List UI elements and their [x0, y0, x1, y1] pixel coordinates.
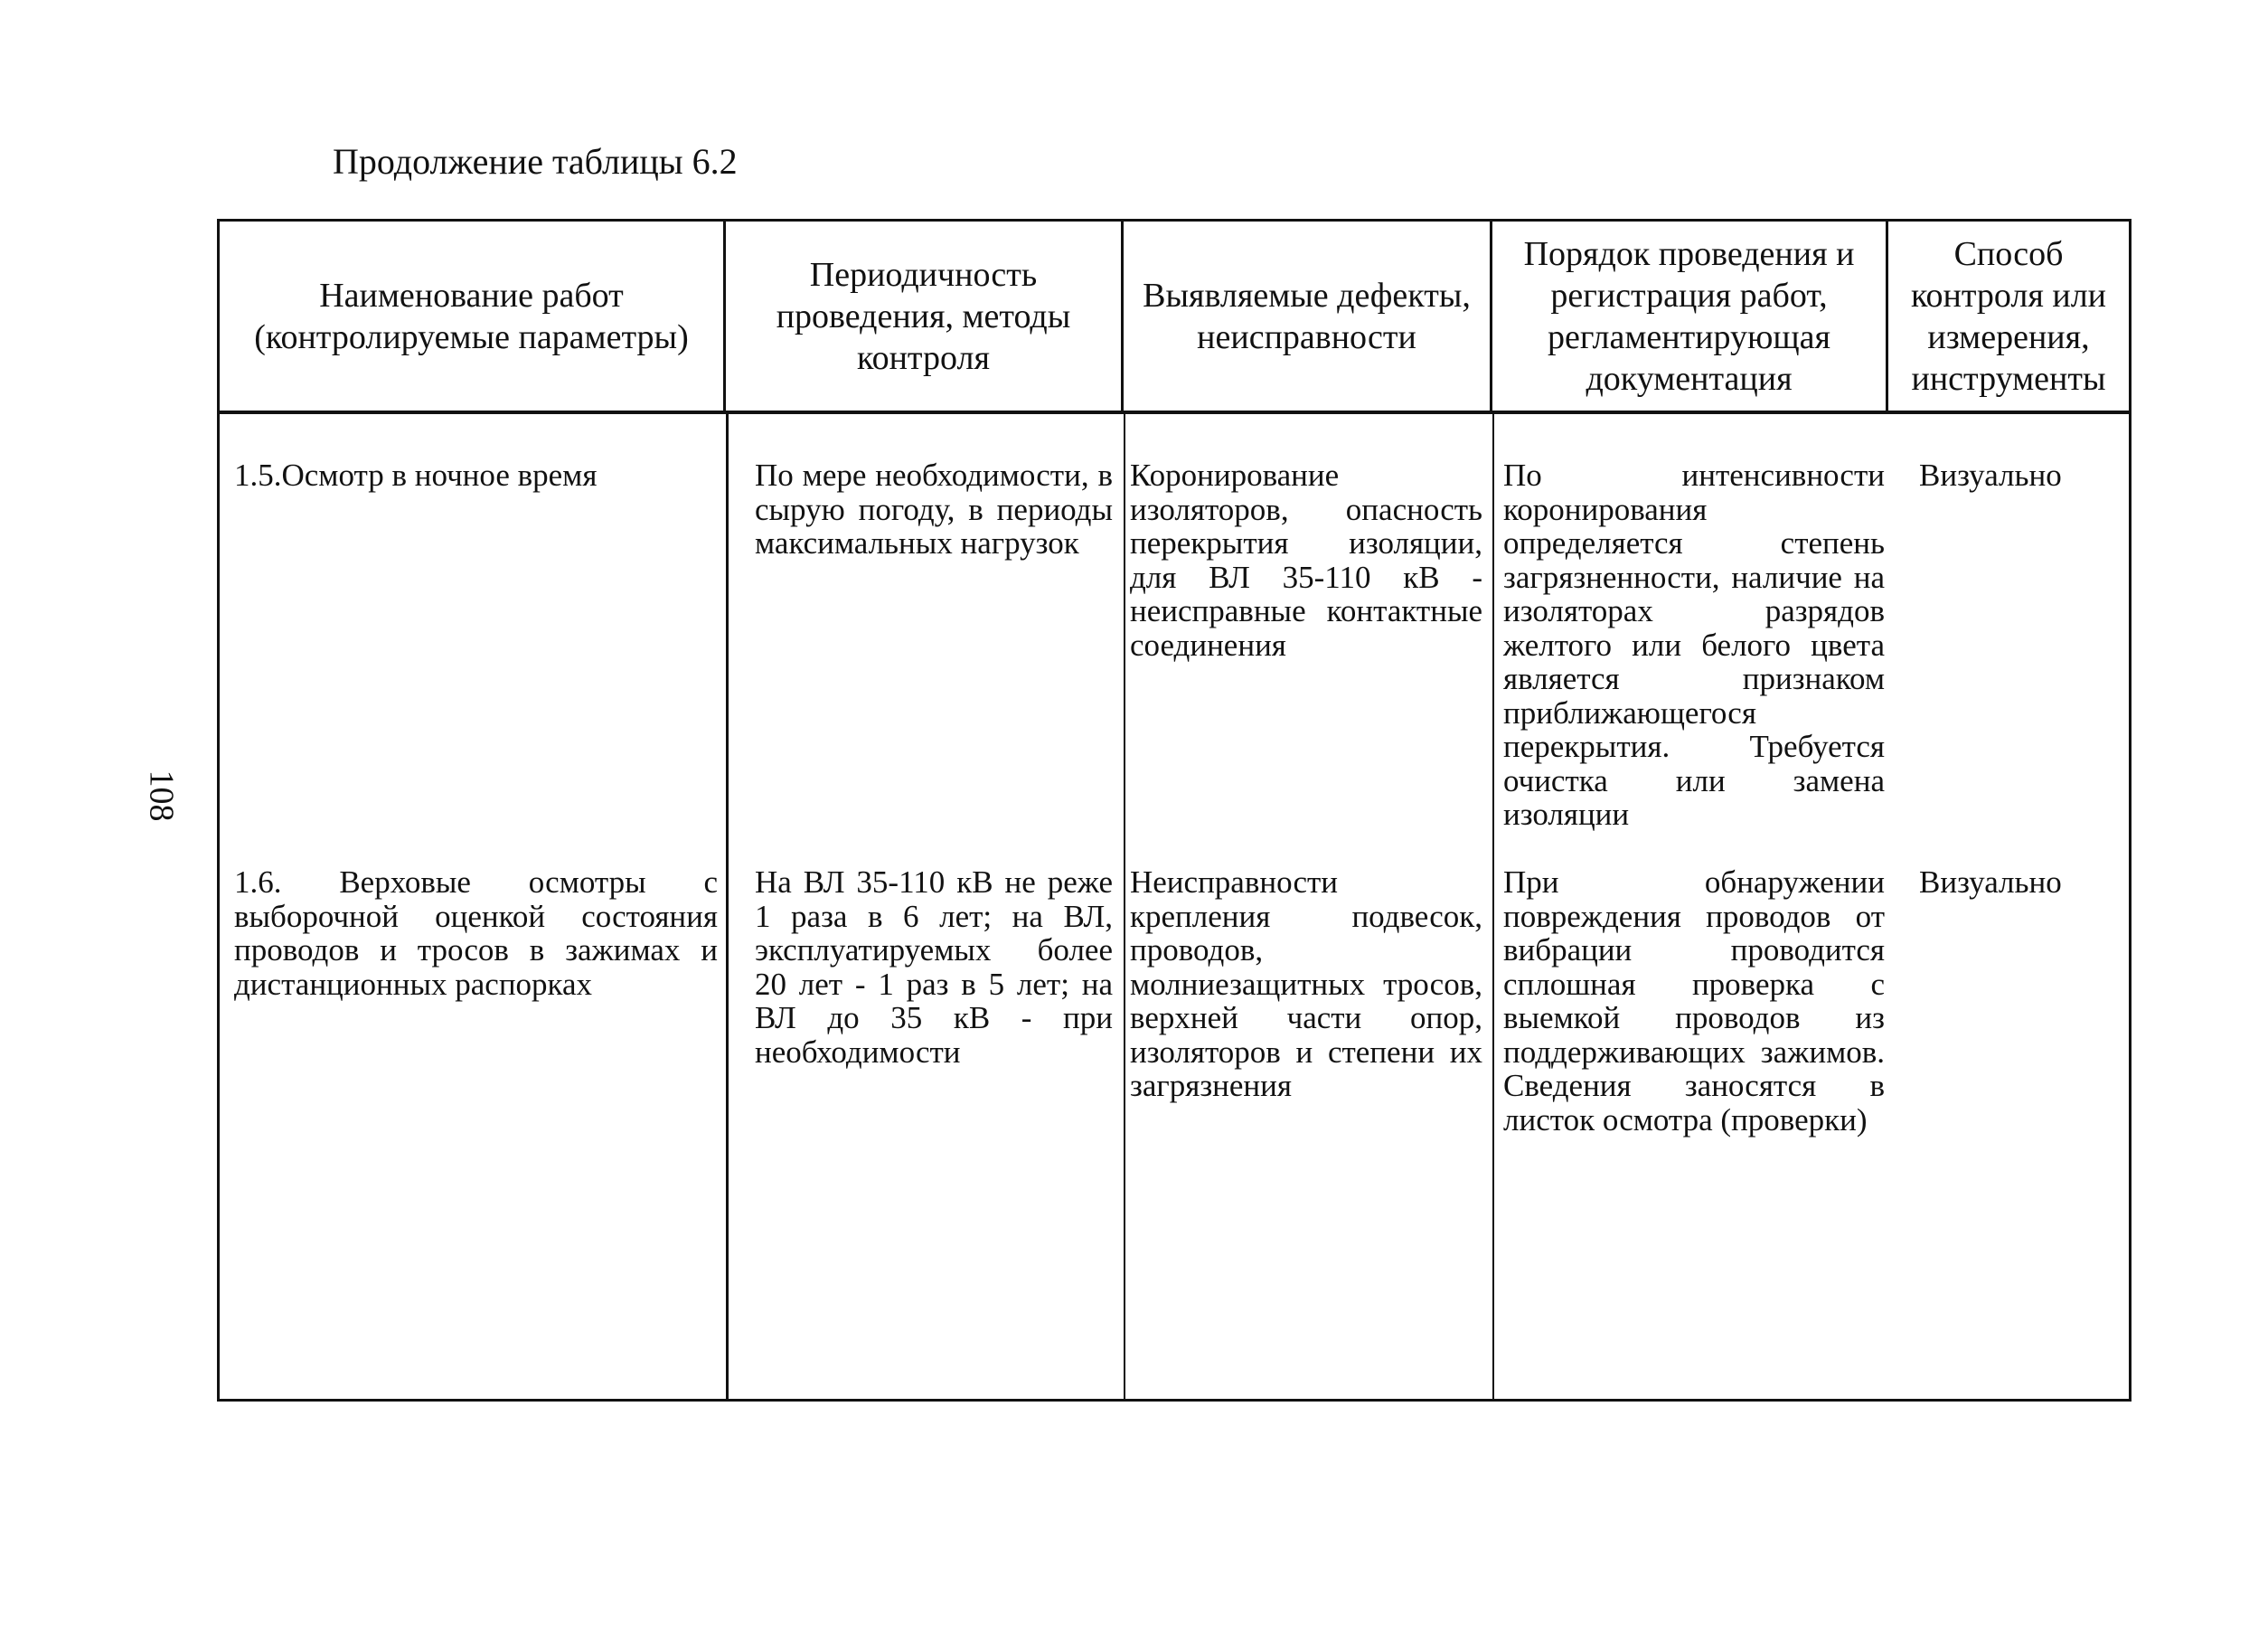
header-cell-work-name: Наименование работ (контролируемые параметры) [220, 222, 726, 411]
header-cell-defects: Выявляемые дефекты, неисправности [1124, 222, 1492, 411]
row-1-6-periodicity: На ВЛ 35-110 кВ не реже 1 раза в 6 лет; на ВЛ, эксплуатируемых более 20 лет - 1 раз в 5 лет; на ВЛ до 35 кВ - при необходимости [755, 864, 1113, 1070]
row-1-6-procedure: При обнаружении повреждения проводов от вибрации проводится сплошная проверка с выемкой проводов из поддерживающих зажимов. Сведения заносятся в листок осмотра (проверки) [1503, 864, 1885, 1138]
row-1-6-work-name: 1.6. Верховые осмотры с выборочной оценкой состояния проводов и тросов в зажимах и дистанционных распорках [234, 864, 718, 1002]
column-divider [1124, 414, 1125, 1399]
row-1-6-method: Визуально [1919, 864, 2062, 900]
row-1-6-defects: Неисправности крепления подвесок, проводов, молниезащитных тросов, верхней части опор, изоляторов и степени их загрязнения [1130, 864, 1482, 1103]
page-number: 108 [142, 769, 181, 822]
column-divider [726, 414, 729, 1399]
table-header-row [220, 222, 2129, 414]
column-divider [1492, 414, 1494, 1399]
header-cell-method: Способ контроля или измерения, инструменты [1910, 234, 2106, 398]
works-table [217, 219, 2132, 1402]
header-cell-procedure: Порядок проведения и регистрация работ, регламентирующая документация [1492, 222, 1888, 411]
row-1-5-work-name: 1.5.Осмотр в ночное время [234, 458, 598, 493]
row-1-5-defects: Коронирование изоляторов, опасность перекрытия изоляции, для ВЛ 35-110 кВ - неисправные контактные соединения [1130, 458, 1482, 663]
header-cell-periodicity: Периодичность проведения, методы контроля [726, 222, 1124, 411]
row-1-5-method: Визуально [1919, 458, 2062, 493]
row-1-5-procedure: По интенсивности коронирования определяется степень загрязненности, наличие на изоляторах разрядов желтого или белого цвета является признаком приближающегося перекрытия. Требуется очистка или замена изоляции [1503, 458, 1885, 832]
row-1-5-periodicity: По мере необходимости, в сырую погоду, в периоды максимальных нагрузок [755, 458, 1113, 561]
table-caption: Продолжение таблицы 6.2 [333, 141, 738, 182]
